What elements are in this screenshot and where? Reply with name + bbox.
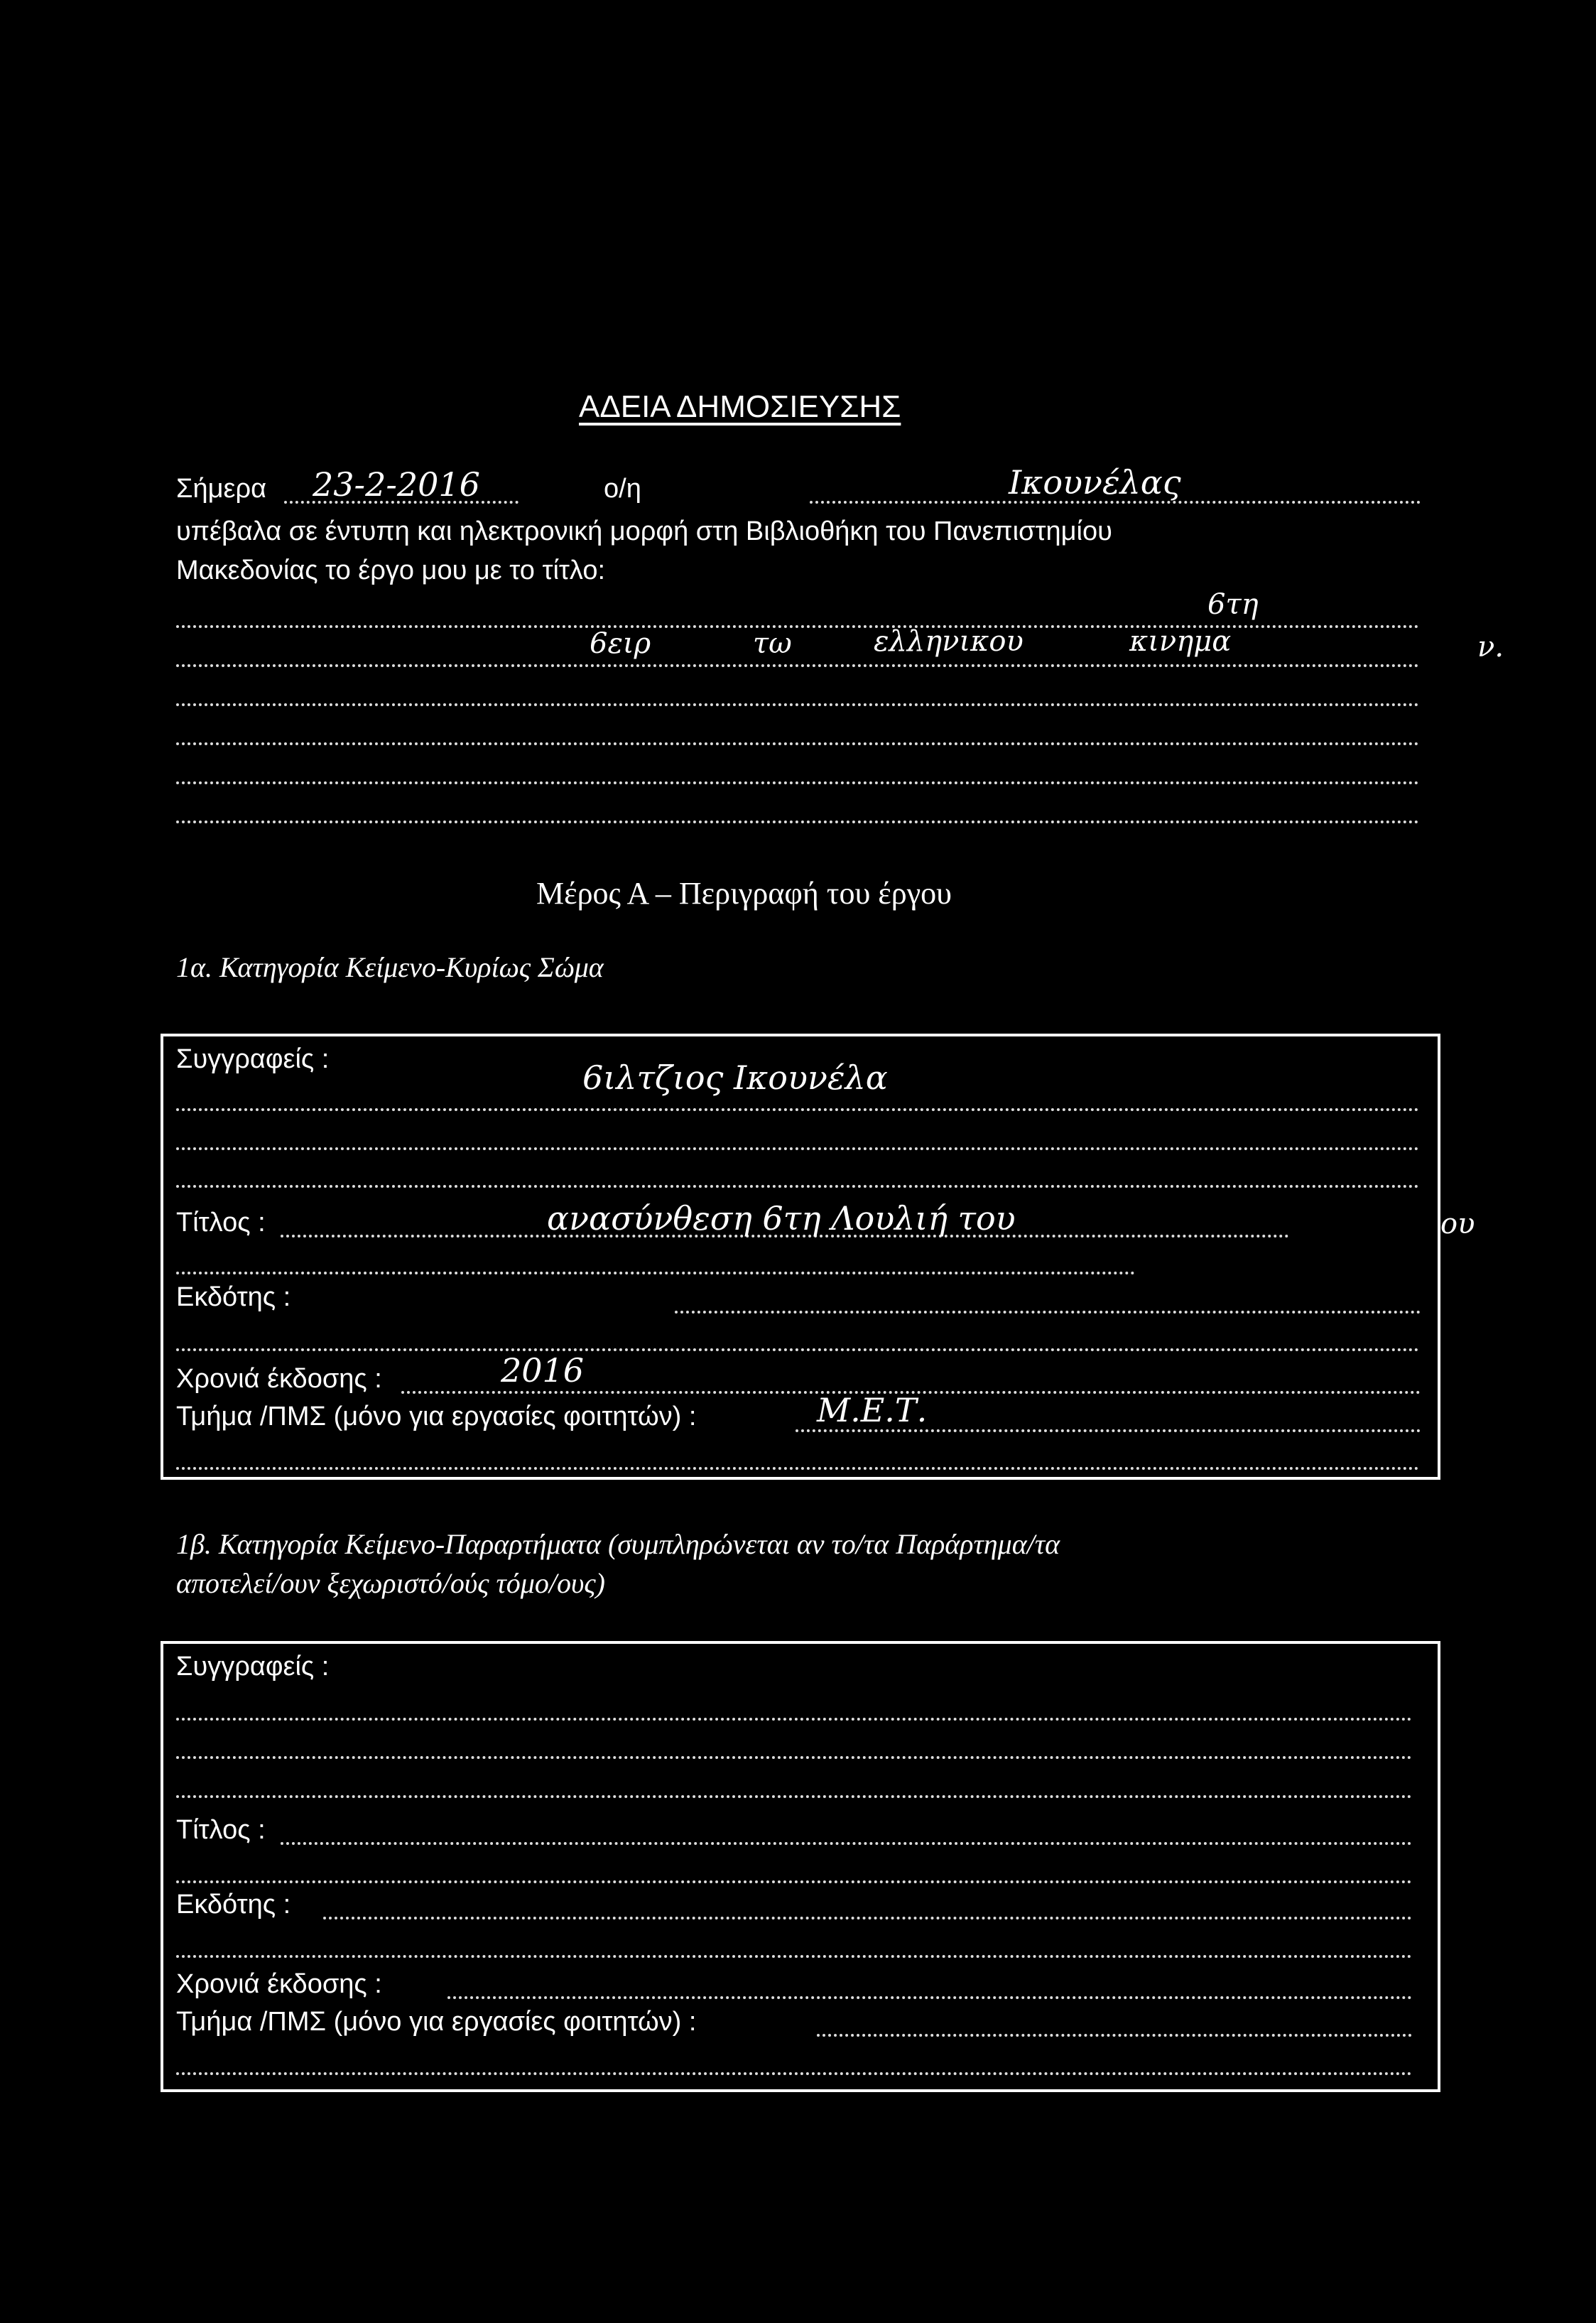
work-title-handwritten-b: 6ειρ [590, 627, 651, 660]
work-title-handwritten-a: 6τη [1207, 588, 1259, 621]
part-b-publisher-label: Εκδότης : [176, 1890, 291, 1919]
part-b-category-line-2: αποτελεί/ουν ξεχωριστό/ούς τόμο/ους) [176, 1567, 605, 1599]
part-a-authors-line-2 [176, 1147, 1419, 1150]
signer-prefix: ο/η [604, 474, 641, 504]
work-title-line-2 [176, 664, 1419, 667]
part-b-title-line-1 [281, 1842, 1412, 1845]
work-title-handwritten-c: τω [753, 627, 792, 660]
part-a-category: 1α. Κατηγορία Κείμενο-Κυρίως Σώμα [176, 951, 604, 983]
part-a-title-line-2 [176, 1272, 1135, 1274]
page-title: ΑΔΕΙΑ ΔΗΜΟΣΙΕΥΣΗΣ [579, 389, 901, 424]
part-a-publisher-line-1 [675, 1311, 1421, 1314]
part-a-dept-label: Τμήμα /ΠΜΣ (μόνο για εργασίες φοιτητών) : [176, 1402, 697, 1431]
work-title-handwritten-e: κινημα [1129, 625, 1232, 658]
part-a-authors-line-1 [176, 1108, 1419, 1111]
part-b-authors-line-1 [176, 1718, 1412, 1721]
part-a-title-handwritten: ανασύνθεση 6τη Λουλιή του [547, 1199, 1016, 1238]
part-a-authors-line-3 [176, 1185, 1419, 1188]
part-a-title-label: Τίτλος : [176, 1208, 266, 1238]
work-title-handwritten-d: ελληνικου [874, 625, 1024, 658]
part-b-title-label: Τίτλος : [176, 1815, 266, 1845]
part-a-title-margin-handwritten: ου [1440, 1208, 1475, 1240]
part-b-authors-line-3 [176, 1795, 1412, 1798]
part-a-publisher-line-2 [176, 1348, 1419, 1351]
part-a-year-handwritten: 2016 [501, 1351, 585, 1390]
part-a-heading: Μέρος Α – Περιγραφή του έργου [536, 876, 952, 911]
intro-line-3: Μακεδονίας το έργο μου με το τίτλο: [176, 556, 606, 585]
part-a-dept-handwritten: Μ.Ε.Τ. [817, 1391, 928, 1429]
work-title-line-5 [176, 781, 1419, 784]
part-b-dept-line-2 [176, 2072, 1412, 2075]
part-b-authors-line-2 [176, 1756, 1412, 1759]
work-title-handwritten-f: ν. [1477, 631, 1504, 664]
date-handwritten: 23-2-2016 [313, 465, 480, 504]
intro-line-2: υπέβαλα σε έντυπη και ηλεκτρονική μορφή στη Βιβλιοθήκη του Πανεπιστημίου [176, 516, 1112, 546]
part-b-title-line-2 [176, 1880, 1412, 1883]
part-b-dept-label: Τμήμα /ΠΜΣ (μόνο για εργασίες φοιτητών) : [176, 2007, 697, 2037]
work-title-line-1 [176, 625, 1419, 628]
signer-name-handwritten: Ικουνέλας [1009, 463, 1181, 502]
part-b-category-line-1: 1β. Κατηγορία Κείμενο-Παραρτήματα (συμπληρώνεται αν το/τα Παράρτημα/τα [176, 1528, 1060, 1560]
part-a-year-label: Χρονιά έκδοσης : [176, 1364, 382, 1394]
part-b-authors-label: Συγγραφείς : [176, 1652, 330, 1682]
part-b-year-label: Χρονιά έκδοσης : [176, 1969, 382, 1999]
part-a-dept-line-2 [176, 1467, 1419, 1470]
part-a-authors-handwritten: 6ιλτζιος Ικουνέλα [582, 1058, 888, 1097]
part-b-year-line [447, 1996, 1412, 1999]
part-b-dept-line [817, 2034, 1412, 2037]
today-label: Σήμερα [176, 474, 267, 504]
part-b-publisher-line-2 [176, 1955, 1412, 1958]
part-a-authors-label: Συγγραφείς : [176, 1044, 330, 1074]
work-title-line-6 [176, 821, 1419, 823]
part-b-publisher-line [323, 1917, 1412, 1919]
work-title-line-3 [176, 703, 1419, 706]
work-title-line-4 [176, 742, 1419, 745]
part-a-publisher-label: Εκδότης : [176, 1282, 291, 1312]
part-a-dept-line [796, 1429, 1421, 1432]
